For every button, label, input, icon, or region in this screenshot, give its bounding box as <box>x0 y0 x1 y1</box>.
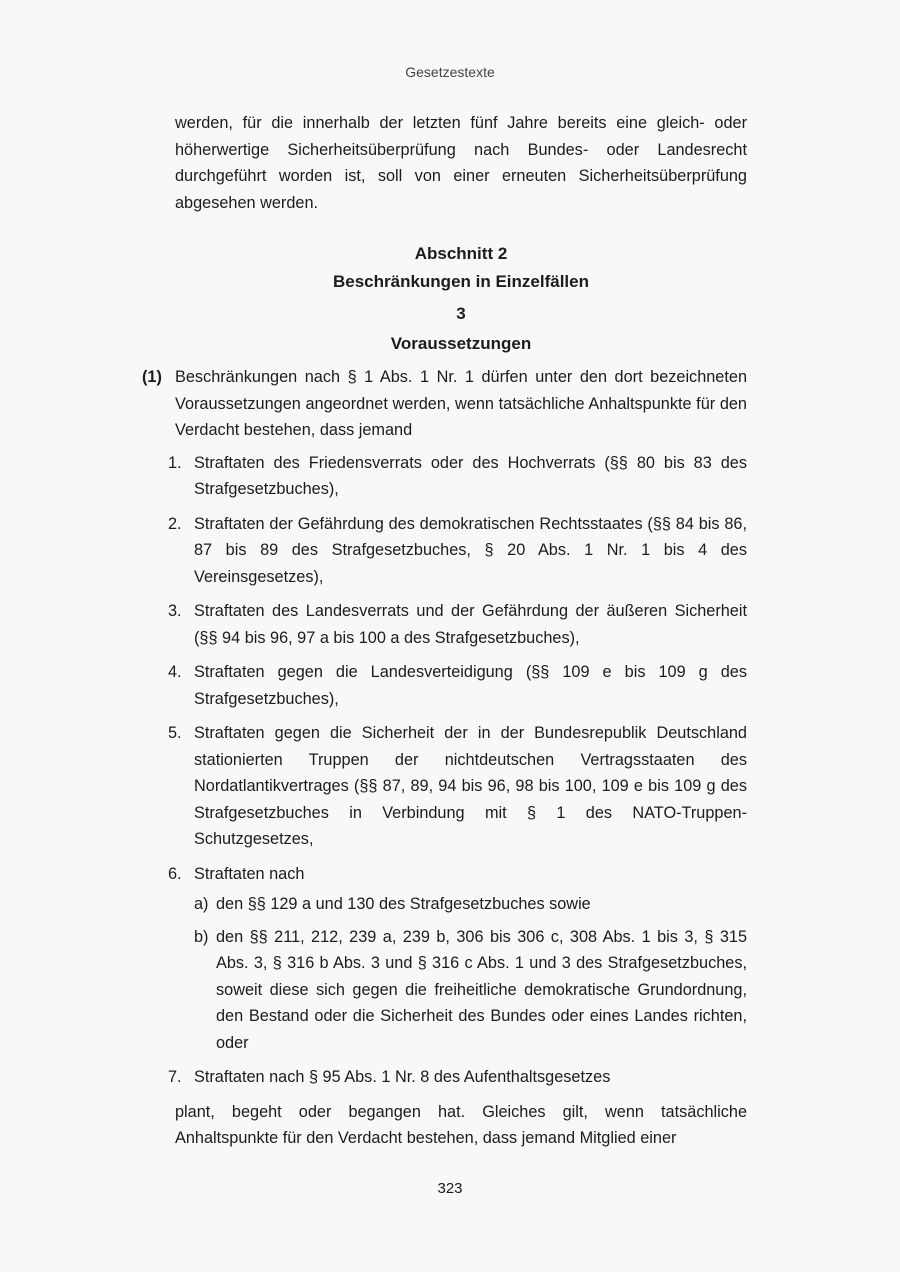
list-item <box>168 659 747 712</box>
list-item <box>168 511 747 591</box>
page-content <box>142 110 747 1152</box>
paragraph-title: Voraussetzungen <box>390 334 532 353</box>
item-text: Straftaten nach § 95 Abs. 1 Nr. 8 des Aufenthaltsgesetzes <box>194 1068 611 1086</box>
item-number: 4. <box>168 663 182 681</box>
closing-paragraph: plant, begeht oder begangen hat. Gleiches gilt, wenn tatsächliche Anhaltspunkte für den Verdacht bestehen, dass jemand Mitglied einer <box>175 1102 747 1147</box>
section-title: Beschränkungen in Einzelfällen <box>332 272 589 291</box>
subsection-number: (1) <box>142 368 162 386</box>
item-text: Straftaten nach <box>194 864 305 883</box>
item-text: Straftaten des Friedensverrats oder des Hochverrats (§§ 80 bis 83 des Strafgesetzbuches), <box>194 453 747 498</box>
item-number: 2. <box>168 514 182 533</box>
sub-list-item <box>194 924 747 1057</box>
running-head: Gesetzestexte <box>405 64 495 80</box>
sub-list-item <box>194 891 747 918</box>
offense-list <box>168 450 747 1091</box>
subsection-lead: Beschränkungen nach § 1 Abs. 1 Nr. 1 dürfen unter den dort bezeichneten Voraussetzungen angeordnet werden, wenn tatsächliche Anhaltspunkte für den Verdacht bestehen, dass jemand <box>175 368 747 439</box>
item-number: 5. <box>168 724 182 742</box>
list-item <box>168 450 747 503</box>
sub-item-text: den §§ 129 a und 130 des Strafgesetzbuches sowie <box>216 895 591 913</box>
section-label: Abschnitt 2 <box>414 244 508 263</box>
sub-item-text: den §§ 211, 212, 239 a, 239 b, 306 bis 306 c, 308 Abs. 1 bis 3, § 315 Abs. 3, § 316 b Abs. 3 und § 316 c Abs. 1 und 3 des Strafgesetzbuches, soweit diese sich gegen die freiheitliche demokratische Grundordnung, den Bestand oder die Sicherheit des Bundes oder eines Landes richten, oder <box>216 927 747 1052</box>
item-text: Straftaten gegen die Sicherheit der in der Bundesrepublik Deutschland stationierten Truppen der nichtdeutschen Vertragsstaaten des Nordatlantikvertrages (§§ 87, 89, 94 bis 96, 98 bis 100, 109 e bis 109 g des Strafgesetzbuches in Verbindung mit § 1 des NATO-Truppen-Schutzgesetzes, <box>194 724 747 848</box>
sub-item-letter: a) <box>194 895 209 913</box>
subsection-1 <box>142 364 747 1152</box>
list-item <box>168 861 747 1057</box>
item-number: 7. <box>168 1068 182 1086</box>
page-number: 323 <box>437 1180 463 1197</box>
sub-list <box>194 891 747 1056</box>
list-item <box>168 1064 747 1091</box>
list-item <box>168 598 747 651</box>
item-text: Straftaten des Landesverrats und der Gefährdung der äußeren Sicherheit (§§ 94 bis 96, 97 a bis 100 a des Strafgesetzbuches), <box>194 602 747 647</box>
intro-paragraph: werden, für die innerhalb der letzten fünf Jahre bereits eine gleich- oder höherwertige Sicherheitsüberprüfung nach Bundes- oder Landesrecht durchgeführt worden ist, soll von einer erneuten Sicherheitsüberprüfung abgesehen werden. <box>175 114 747 212</box>
paragraph-number: 3 <box>456 304 466 323</box>
item-number: 1. <box>168 453 182 472</box>
item-text: Straftaten gegen die Landesverteidigung (§§ 109 e bis 109 g des Strafgesetzbuches), <box>194 663 747 708</box>
item-text: Straftaten der Gefährdung des demokratischen Rechtsstaates (§§ 84 bis 86, 87 bis 89 des Strafgesetzbuches, § 20 Abs. 1 Nr. 1 bis 4 des Vereinsgesetzes), <box>194 514 747 586</box>
list-item <box>168 720 747 853</box>
item-number: 6. <box>168 864 182 883</box>
sub-item-letter: b) <box>194 927 209 946</box>
item-number: 3. <box>168 602 182 620</box>
